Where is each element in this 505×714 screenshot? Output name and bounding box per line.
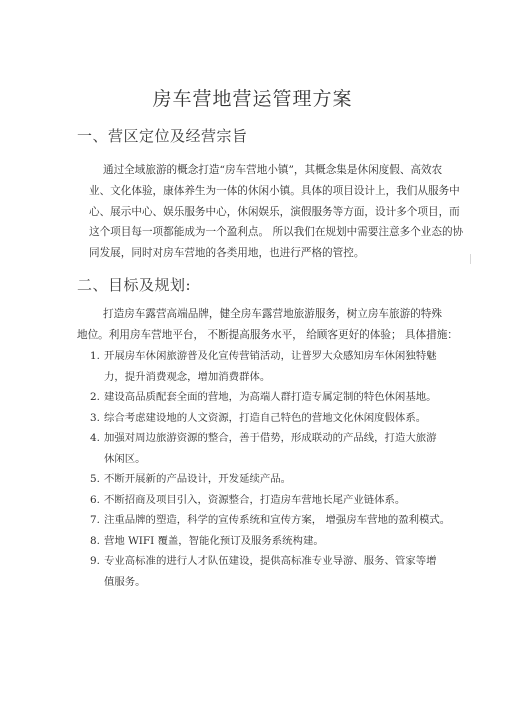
list-item-continuation: 值服务。: [104, 575, 146, 588]
list-item-continuation: 休闲区。: [104, 452, 146, 465]
paragraph-line: 同发展，同时对房车营地的各类用地，也进行严格的管控。: [89, 246, 365, 259]
list-item: 2. 建设高品质配套全面的营地，为高端人群打造专属定制的特色休闲基地。: [90, 391, 437, 403]
paragraph-line: 通过全域旅游的概念打造“房车营地小镇”，其概念集是休闲度假、高效农: [103, 164, 443, 176]
paragraph-line: 心、展示中心、娱乐服务中心，休闲娱乐，演假服务等方面，设计多个项目，而: [89, 205, 460, 218]
list-item-continuation: 力，提升消费观念，增加消费群体。: [104, 370, 271, 383]
paragraph-line: 地位。利用房车营地平台， 不断提高服务水平， 给顾客更好的体验； 具体措施：: [77, 329, 458, 341]
list-item: 7. 注重品牌的塑造，科学的宣传系统和宣传方案， 增强房车营地的盈利模式。: [90, 514, 451, 526]
list-item: 4. 加强对周边旅游资源的整合，善于借势，形成联动的产品线，打造大旅游: [90, 432, 437, 444]
paragraph-line: 打造房车露营高端品牌，健全房车露营地旅游服务，树立房车旅游的特殊: [103, 308, 442, 320]
list-item: 3. 综合考虑建设地的人文资源，打造自己特色的营地文化休闲度假体系。: [90, 411, 427, 424]
list-item: 5. 不断开展新的产品设计，开发延续产品。: [90, 473, 292, 485]
section-heading-positioning: 一、营区定位及经营宗旨: [77, 127, 248, 145]
list-item: 1. 开展房车休闲旅游普及化宣传营销活动，让普罗大众感知房车休闲独特魅: [90, 350, 437, 362]
section1-paragraph-body: [89, 181, 463, 263]
section1-paragraph: [103, 160, 442, 181]
list-item: 9. 专业高标准的进行人才队伍建设，提供高标准专业导游、服务、管家等增: [90, 555, 437, 567]
paragraph-line: 业、文化体验，康体养生为一体的休闲小镇。具体的项目设计上，我们从服务中: [89, 185, 460, 197]
list-item: 8. 营地 WIFI 覆盖，智能化预订及服务系统构建。: [90, 534, 324, 547]
section2-intro-first: [103, 304, 442, 325]
section-heading-goals: 二、目标及规划:: [77, 276, 192, 294]
divider-mark: [470, 254, 471, 264]
paragraph-line: 这个项目每一项都能成为一个盈利点。 所以我们在规划中需要注意多个业态的协: [89, 226, 464, 239]
measures-list: [90, 346, 450, 592]
section2-intro-second: [77, 325, 458, 346]
page-title: 房车营地营运管理方案: [152, 88, 353, 110]
list-item: 6. 不断招商及项目引入，资源整合，打造房车营地长尾产业链体系。: [90, 493, 406, 506]
